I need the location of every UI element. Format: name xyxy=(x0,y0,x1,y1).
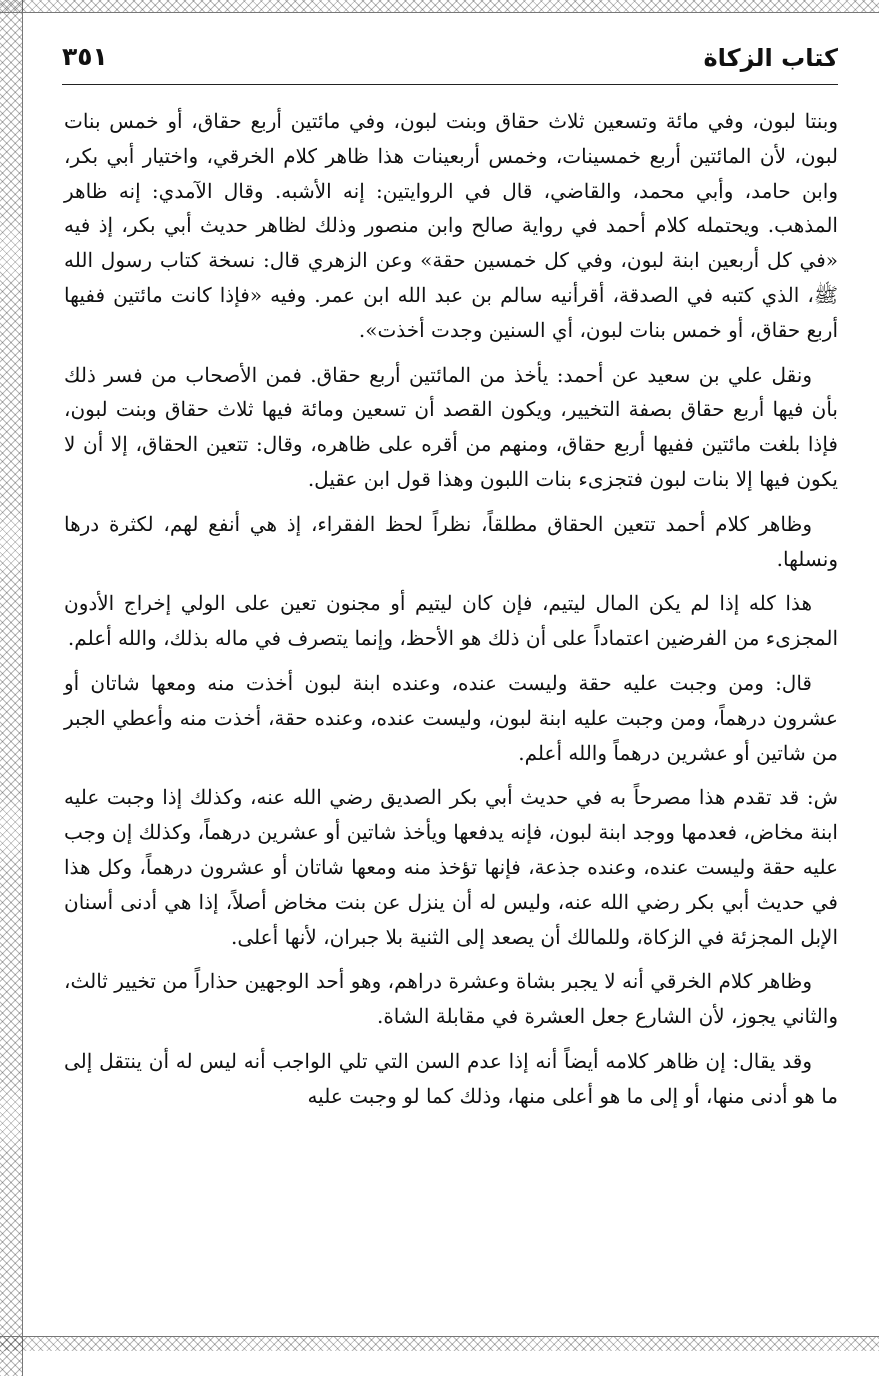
paragraph-5: قال: ومن وجبت عليه حقة وليست عنده، وعنده ابنة لبون أخذت منه ومعها شاتان أو عشرون درهماً، ومن وجبت عليه ابنة لبون، وليست عنده، وعنده حقة، أخذت منه وأعطي الجبر من شاتين أو عشرين درهماً والله أعلم. xyxy=(64,670,838,765)
page-number: ٣٥١ xyxy=(62,42,108,71)
paragraph-6: ش: قد تقدم هذا مصرحاً به في حديث أبي بكر الصديق رضي الله عنه، وكذلك إذا وجبت عليه ابنة مخاض، فعدمها ووجد ابنة لبون، فإنه يدفعها ويأخذ شاتين أو عشرين درهماً، وكذلك إن وجب عليه حقة وليست عنده، وعنده جذعة، فإنها تؤخذ منه ومعها شاتان أو عشرون درهماً، وكل هذا في حديث أبي بكر رضي الله عنه، وليس له أن ينزل عن بنت مخاض أصلاً، إذا هي أدنى أسنان الإبل المجزئة في الزكاة، وللمالك أن يصعد إلى الثنية بلا جبران، لأنها أعلى. xyxy=(64,785,839,949)
paragraph-4: هذا كله إذا لم يكن المال ليتيم، فإن كان ليتيم أو مجنون تعين على الولي إخراج الأدون المجزىء من الفرضين اعتماداً على أن ذلك هو الأحظ، وإنما يتصرف في ماله بذلك، والله أعلم. xyxy=(64,591,838,651)
decorative-border-bottom xyxy=(0,1336,879,1351)
paragraph-8: وقد يقال: إن ظاهر كلامه أيضاً أنه إذا عدم السن التي تلي الواجب أنه ليس له أن ينتقل إلى ما هو أدنى منها، أو إلى ما هو أعلى منها، وذلك كما لو وجبت عليه xyxy=(64,1048,838,1108)
paragraph-1: وبنتا لبون، وفي مائة وتسعين ثلاث حقاق وبنت لبون، وفي مائتين أربع حقاق، أو خمس بنات لبون، لأن المائتين أربع خمسينات، وخمس أربعينات هذا ظاهر كلام الخرقي، واختيار أبي بكر، وابن حامد، وأبي محمد، والقاضي، قال في الروايتين: إنه الأشبه. وقال الآمدي: إنه ظاهر المذهب. ويحتمله كلام أحمد في رواية صالح وابن منصور وذلك لظاهر حديث أبي بكر، إذ فيه «في كل أربعين ابنة لبون، وفي كل خمسين حقة» وعن الزهري قال: نسخة كتاب رسول الله ﷺ، الذي كتبه في الصدقة، أقرأنيه سالم بن عبد الله ابن عمر. وفيه «فإذا كانت مائتين ففيها أربع حقاق، أو خمس بنات لبون، أي السنين وجدت أخذت». xyxy=(64,109,839,342)
paragraph-2: ونقل علي بن سعيد عن أحمد: يأخذ من المائتين أربع حقاق. فمن الأصحاب من فسر ذلك بأن فيها أربع حقاق بصفة التخيير، ويكون القصد أن تسعين ومائة فيها ثلاث حقاق وبنت لبون، فإذا بلغت مائتين ففيها أربع حقاق، ومنهم من أقره على ظاهره، وقال: تتعين الحقاق، إلا أن لا يكون فيها إلا بنات لبون فتجزىء بنات اللبون وهذا قول ابن عقيل. xyxy=(64,362,838,491)
decorative-border-left xyxy=(0,0,23,1376)
paragraph-7: وظاهر كلام الخرقي أنه لا يجبر بشاة وعشرة دراهم، وهو أحد الوجهين حذاراً من تخيير ثالث، والثاني يجوز، لأن الشارع جعل العشرة في مقابلة الشاة. xyxy=(64,969,838,1029)
paragraph-3: وظاهر كلام أحمد تتعين الحقاق مطلقاً، نظراً لحظ الفقراء، إذ هي أنفع لهم، لكثرة درها ونسلها. xyxy=(64,511,838,571)
decorative-border-top xyxy=(0,0,879,13)
page-header xyxy=(62,40,838,85)
running-title: كتاب الزكاة xyxy=(703,44,838,72)
text-body xyxy=(64,104,838,1124)
